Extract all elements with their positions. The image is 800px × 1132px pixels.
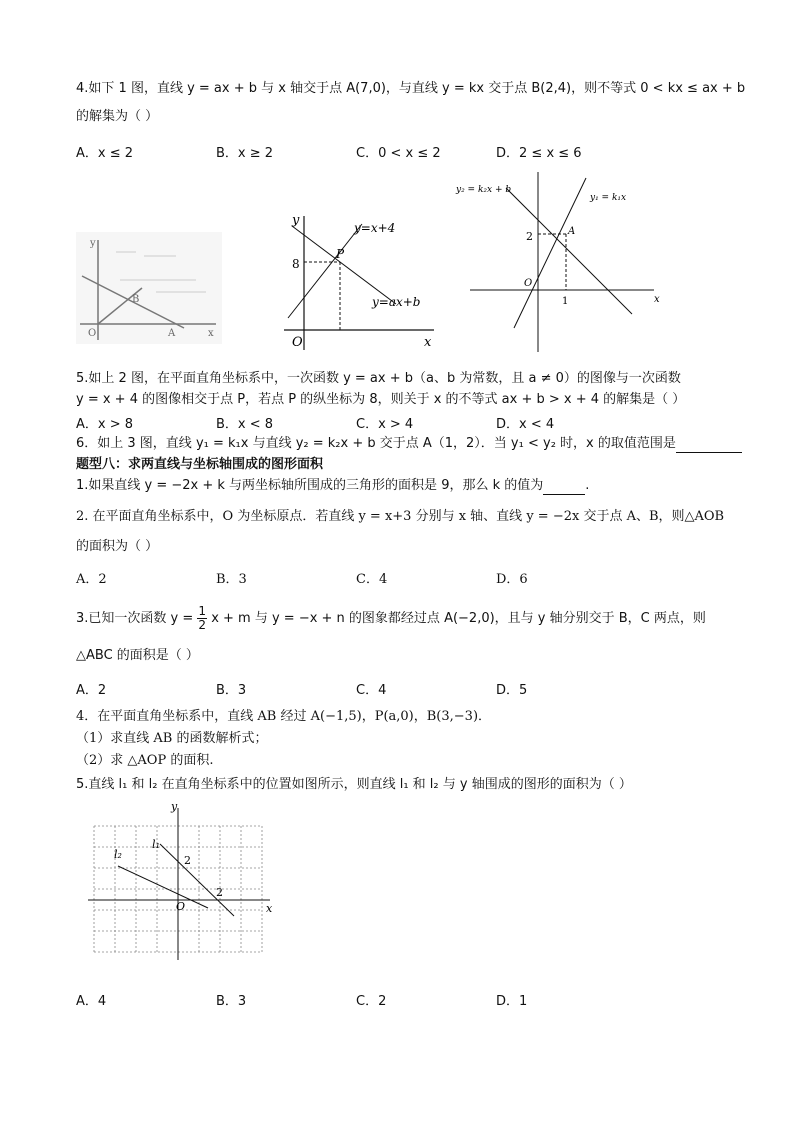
q5-option-d: D．x < 4: [496, 417, 555, 432]
q6-answer-blank[interactable]: [676, 438, 742, 453]
q4-option-c: C．0 < x ≤ 2: [356, 146, 441, 161]
q4-option-b: B．x ≥ 2: [216, 146, 274, 161]
q4-option-a: A．x ≤ 2: [76, 146, 134, 161]
s3-option-d: D．5: [496, 683, 528, 698]
fig1-label-o: O: [88, 328, 97, 339]
q4-option-d: D．2 ≤ x ≤ 6: [496, 146, 582, 161]
s3-option-b: B．3: [216, 683, 247, 698]
s2-option-c: C．4: [356, 572, 388, 587]
s2-option-b: B．3: [216, 572, 247, 587]
fig3-line-y2: [506, 188, 632, 314]
fig2-label-p: P: [336, 247, 345, 261]
fig3-line-y1: [514, 178, 586, 328]
fig2-label-o: O: [292, 335, 303, 350]
s2-option-d: D．6: [496, 572, 528, 587]
figure-1: [76, 232, 222, 344]
fig3-label-y1: y₁ = k₁x: [590, 193, 627, 203]
s3-option-a: A．2: [76, 683, 107, 698]
q5-option-a: A．x > 8: [76, 417, 134, 432]
s4-stem-line2: （1）求直线 AB 的函数解析式；: [76, 731, 268, 746]
s3-fraction: [197, 605, 207, 632]
fig4-label-y: y: [171, 800, 178, 813]
figure-4: [80, 800, 276, 972]
s2-stem-line2: 的面积为（ ）: [76, 539, 159, 554]
fig1-label-a: A: [168, 328, 176, 339]
s4-stem-line3: （2）求 △AOP 的面积.: [76, 753, 214, 768]
fig1-label-y: y: [90, 238, 96, 249]
s1-text: 1.如果直线 y = −2x + k 与两坐标轴所围成的三角形的面积是 9，那么 k 的值为: [76, 478, 544, 493]
s5-option-c: C．2: [356, 994, 387, 1009]
fig2-label-line2: y=ax+b: [372, 295, 421, 309]
s2-option-a: A．2: [76, 572, 107, 587]
fig3-label-1: 1: [562, 296, 569, 307]
q5-option-c: C．x > 4: [356, 417, 414, 432]
figure-2: [278, 210, 448, 356]
q4-stem-line1: 4.如下 1 图，直线 y = ax + b 与 x 轴交于点 A(7,0)，与直线 y = kx 交于点 B(2,4)，则不等式 0 < kx ≤ ax + b: [76, 81, 746, 96]
s5-stem: 5.直线 l₁ 和 l₂ 在直角坐标系中的位置如图所示，则直线 l₁ 和 l₂ 与 y 轴围成的图形的面积为（ ）: [76, 777, 632, 792]
fig2-label-line1: y=x+4: [354, 221, 396, 235]
fig4-line-l1: [160, 844, 234, 916]
s3-post: x + m 与 y = −x + n 的图象都经过点 A(−2,0)，且与 y 轴分别交于 B，C 两点，则: [211, 611, 706, 626]
s3-frac-num: 1: [198, 604, 207, 618]
s1-stem: [76, 477, 589, 495]
fig1-label-b: B: [132, 294, 140, 305]
q6-text: 6．如上 3 图，直线 y₁ = k₁x 与直线 y₂ = k₂x + b 交于点 A（1，2）．当 y₁ < y₂ 时，x 的取值范围是: [76, 436, 676, 451]
fig2-label-8: 8: [292, 257, 300, 271]
s1-tail: .: [585, 478, 590, 493]
fig1-label-x: x: [208, 328, 214, 339]
s5-option-d: D．1: [496, 994, 528, 1009]
fig4-label-o: O: [176, 900, 186, 913]
fig3-label-x: x: [654, 294, 660, 305]
fig4-label-l1: l₁: [152, 838, 160, 851]
q5-option-b: B．x < 8: [216, 417, 274, 432]
s4-stem-line1: 4．在平面直角坐标系中，直线 AB 经过 A(−1,5)，P(a,0)，B(3,−3)．: [76, 709, 492, 724]
fig4-line-l2: [118, 866, 208, 908]
s2-stem-line1: 2. 在平面直角坐标系中，O 为坐标原点．若直线 y = x+3 分别与 x 轴、直线 y = −2x 交于点 A、B，则△AOB: [76, 509, 725, 524]
fig2-label-y: y: [292, 213, 300, 228]
q5-stem-line2: y = x + 4 的图像相交于点 P，若点 P 的纵坐标为 8，则关于 x 的不等式 ax + b > x + 4 的解集是（ ）: [76, 392, 686, 407]
s1-answer-blank[interactable]: [543, 480, 585, 495]
s3-frac-den: 2: [198, 618, 207, 632]
fig2-line-x-plus-4: [288, 224, 362, 318]
s5-option-b: B．3: [216, 994, 247, 1009]
fig2-label-x: x: [424, 335, 432, 350]
q4-stem-line2: 的解集为（ ）: [76, 109, 159, 124]
s3-option-c: C．4: [356, 683, 387, 698]
s3-stem-line1: [76, 604, 706, 634]
figure-3: [454, 168, 664, 354]
fig4-label-l2: l₂: [114, 848, 122, 861]
section-title: 题型八：求两直线与坐标轴围成的图形面积: [76, 457, 324, 472]
fig3-label-a: A: [568, 226, 576, 237]
fig4-label-x: x: [266, 902, 273, 915]
s5-option-a: A．4: [76, 994, 107, 1009]
fig3-label-y2: y₂ = k₂x + b: [456, 185, 512, 195]
q5-stem-line1: 5.如上 2 图，在平面直角坐标系中，一次函数 y = ax + b（a、b 为常数，且 a ≠ 0）的图像与一次函数: [76, 371, 681, 386]
s3-pre: 3.已知一次函数 y =: [76, 611, 194, 626]
fig3-label-o: O: [524, 278, 533, 289]
fig3-label-2: 2: [526, 230, 533, 243]
fig4-label-2b: 2: [216, 886, 223, 899]
fig4-label-2a: 2: [184, 854, 191, 867]
s3-stem-line2: △ABC 的面积是（ ）: [76, 648, 199, 663]
q6-stem: [76, 435, 742, 453]
